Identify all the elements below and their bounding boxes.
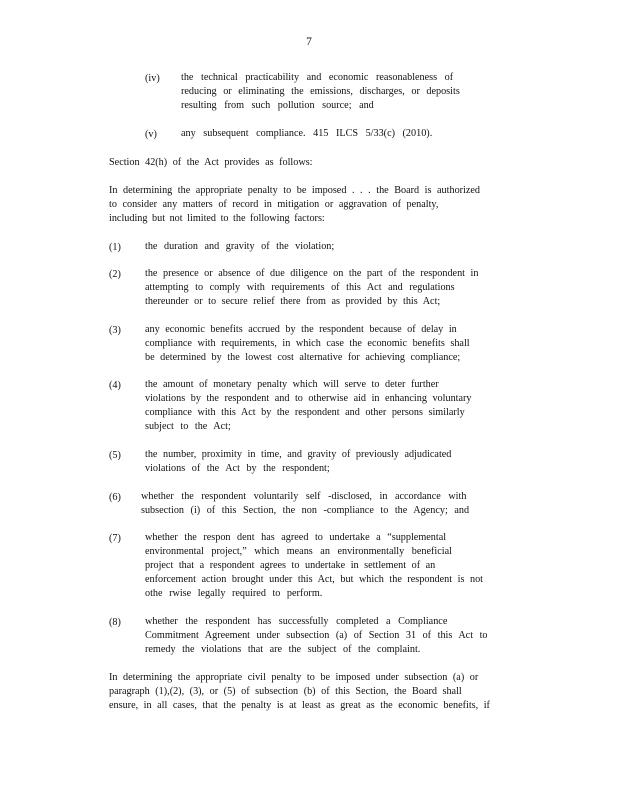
factor-7-number: (7): [109, 533, 121, 544]
text-line: including but not limited to the following factors:: [109, 213, 325, 224]
text-line: violations by the respondent and to otherwise aid in enhancing voluntary: [145, 393, 472, 404]
text-line: the duration and gravity of the violation;: [145, 241, 335, 252]
text-line: compliance with requirements, in which case the economic benefits shall: [145, 338, 470, 349]
text-line: to consider any matters of record in mitigation or aggravation of penalty,: [109, 199, 439, 210]
paragraph-intro: [109, 184, 480, 226]
text-line: environmental project,” which means an environmentally beneficial: [145, 546, 452, 557]
text-line: whether the respon dent has agreed to undertake a “supplemental: [145, 532, 447, 543]
factor-4-number: (4): [109, 380, 121, 391]
text-line: the presence or absence of due diligence on the part of the respondent in: [145, 268, 479, 279]
page-number: 7: [306, 36, 312, 48]
text-line: ensure, in all cases, that the penalty is at least as great as the economic benefits, if: [109, 700, 490, 711]
factor-3-text: [145, 323, 470, 365]
text-line: othe rwise legally required to perform.: [145, 588, 323, 599]
closing-paragraph: [109, 671, 490, 713]
factor-8-text: [145, 615, 488, 657]
factor-3-number: (3): [109, 325, 121, 336]
text-line: violations of the Act by the respondent;: [145, 463, 330, 474]
text-line: be determined by the lowest cost alternative for achieving compliance;: [145, 352, 461, 363]
text-line: reducing or eliminating the emissions, discharges, or deposits: [181, 86, 460, 97]
text-line: the amount of monetary penalty which will serve to deter further: [145, 379, 439, 390]
factor-8-number: (8): [109, 617, 121, 628]
factor-4-text: [145, 378, 472, 434]
text-line: attempting to comply with requirements of this Act and regulations: [145, 282, 455, 293]
item-v-text: [181, 127, 432, 141]
factor-1-text: [145, 240, 334, 254]
text-line: In determining the appropriate civil penalty to be imposed under subsection (a) or: [109, 672, 479, 683]
text-line: whether the respondent has successfully completed a Compliance: [145, 616, 448, 627]
text-line: thereunder or to secure relief there from as provided by this Act;: [145, 296, 441, 307]
text-line: resulting from such pollution source; and: [181, 100, 374, 111]
item-iv-number: (iv): [145, 73, 160, 84]
text-line: subject to the Act;: [145, 421, 231, 432]
text-line: remedy the violations that are the subject of the complaint.: [145, 644, 421, 655]
factor-7-text: [145, 531, 483, 601]
text-line: subsection (i) of this Section, the non -compliance to the Agency; and: [141, 505, 470, 516]
item-iv-text: [181, 71, 481, 113]
text-line: the technical practicability and economic reasonableness of: [181, 72, 454, 83]
text-line: compliance with this Act by the respondent and other persons similarly: [145, 407, 465, 418]
factor-6-text: [141, 490, 469, 518]
factor-1-number: (1): [109, 242, 121, 253]
section-intro: Section 42(h) of the Act provides as follows:: [109, 157, 313, 168]
text-line: Commitment Agreement under subsection (a) of Section 31 of this Act to: [145, 630, 488, 641]
factor-5-text: [145, 448, 451, 476]
factor-6-number: (6): [109, 492, 121, 503]
text-line: enforcement action brought under this Act, but which the respondent is not: [145, 574, 483, 585]
text-line: In determining the appropriate penalty to be imposed . . . the Board is authorized: [109, 185, 481, 196]
item-v-number: (v): [145, 129, 157, 140]
text-line: the number, proximity in time, and gravity of previously adjudicated: [145, 449, 452, 460]
text-line: project that a respondent agrees to undertake in settlement of an: [145, 560, 436, 571]
factor-2-text: [145, 267, 478, 309]
text-line: paragraph (1),(2), (3), or (5) of subsection (b) of this Section, the Board shall: [109, 686, 462, 697]
text-line: whether the respondent voluntarily self -disclosed, in accordance with: [141, 491, 467, 502]
text-line: any economic benefits accrued by the respondent because of delay in: [145, 324, 457, 335]
factor-5-number: (5): [109, 450, 121, 461]
factor-2-number: (2): [109, 269, 121, 280]
text-line: any subsequent compliance. 415 ILCS 5/33(c) (2010).: [181, 128, 433, 139]
